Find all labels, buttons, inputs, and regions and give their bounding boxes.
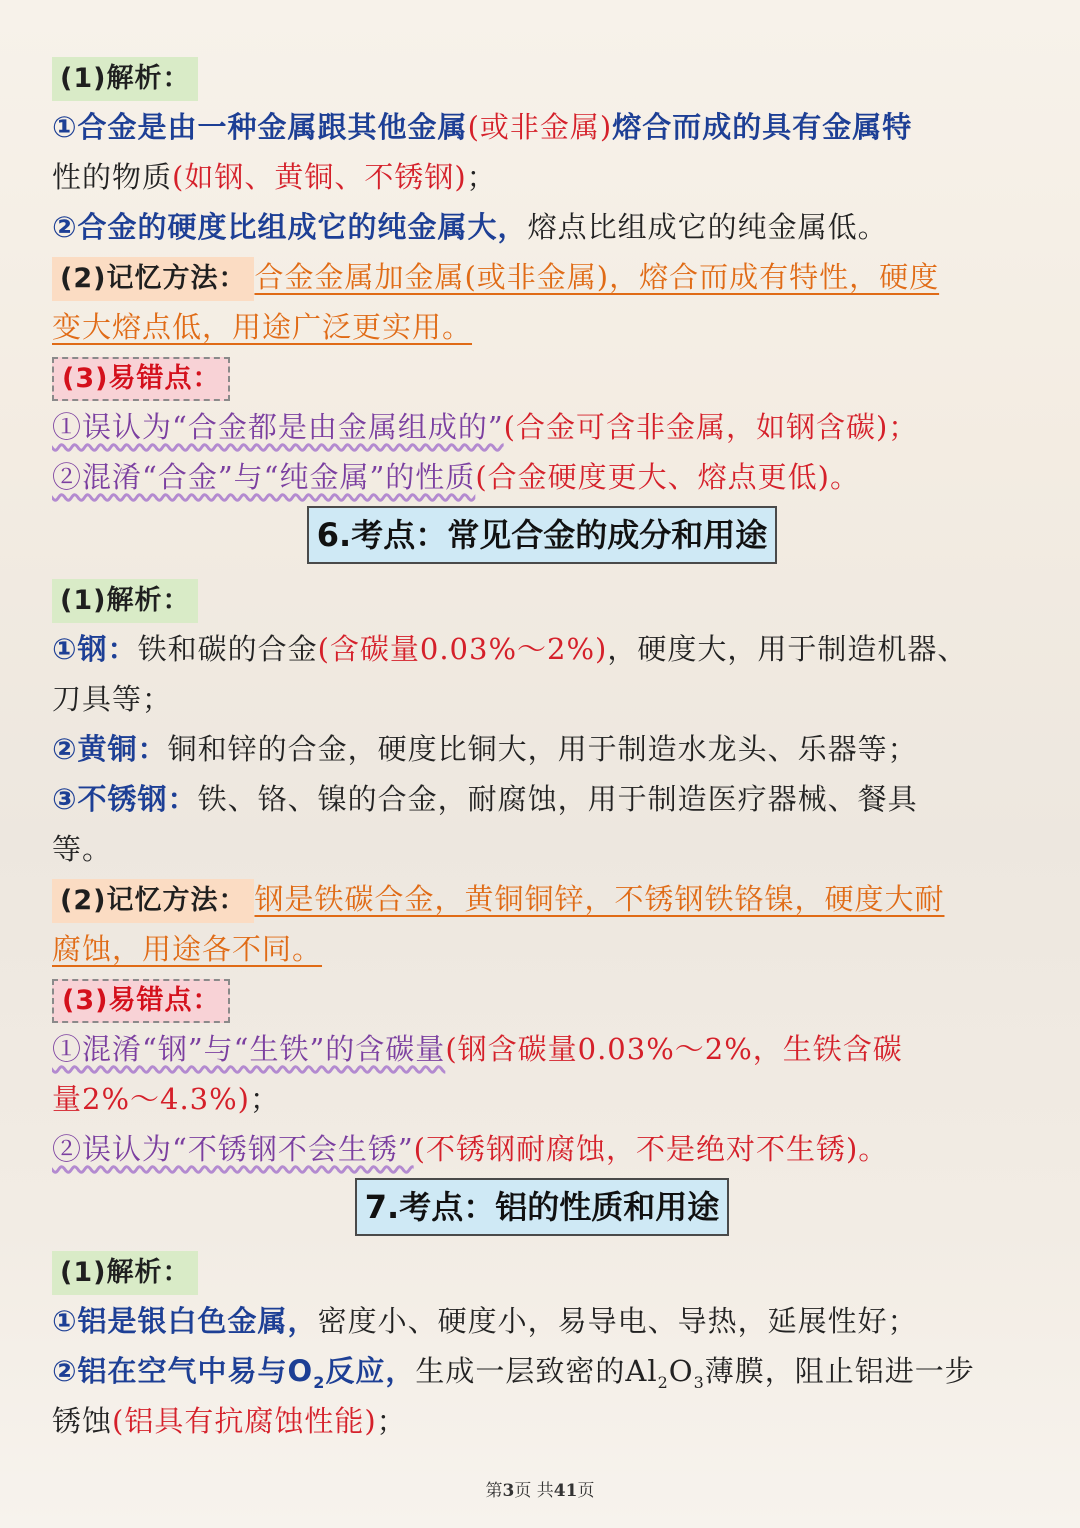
- text: ；: [376, 1404, 407, 1438]
- mistake-line: [52, 1024, 1032, 1074]
- key-point: ②黄铜：: [52, 732, 168, 766]
- subscript: 2: [313, 1372, 326, 1392]
- key-point: ②合金的硬度比组成它的纯金属大，: [52, 210, 528, 244]
- mistake-line: [52, 402, 1032, 452]
- text-line: [52, 624, 1032, 674]
- mistake-text: ①混淆“钢”与“生铁”的含碳量: [52, 1032, 446, 1066]
- note-red: (如钢、黄铜、不锈钢): [172, 160, 467, 194]
- mistake-line: [52, 1074, 1032, 1124]
- memory-line: [52, 302, 1032, 352]
- subscript: 3: [693, 1372, 705, 1392]
- text-line: [52, 1296, 1032, 1346]
- text: O: [668, 1354, 694, 1388]
- key-point: ①铝是银白色金属，: [52, 1304, 318, 1338]
- mistake-heading-row: [52, 974, 1032, 1024]
- note-red: (含碳量0.03%～2%): [317, 632, 608, 666]
- analysis-heading-row: [52, 574, 1032, 624]
- text-line: [52, 102, 1032, 152]
- analysis-heading-row: [52, 1246, 1032, 1296]
- text-line: [52, 1346, 1032, 1396]
- text-line: [52, 674, 1032, 724]
- text-line: [52, 1396, 1032, 1446]
- text: 铁、铬、镍的合金，耐腐蚀，用于制造医疗器械、餐具: [197, 782, 918, 816]
- page-total: 41: [553, 1481, 578, 1501]
- footer-pre: 第: [485, 1481, 503, 1501]
- text: ，硬度大，用于制造机器、: [607, 632, 968, 666]
- mistake-tag: (3)易错点：: [52, 979, 230, 1023]
- text: ；: [466, 160, 497, 194]
- text-line: [52, 774, 1032, 824]
- key-point: ②铝在空气中易与O: [52, 1354, 314, 1388]
- text: 密度小、硬度小，易导电、导热，延展性好；: [317, 1304, 918, 1338]
- mistake-heading-row: [52, 352, 1032, 402]
- text: 铜和锌的合金，硬度比铜大，用于制造水龙头、乐器等；: [167, 732, 918, 766]
- note-red: (合金可含非金属，如钢含碳)；: [503, 410, 919, 444]
- subscript: 2: [657, 1372, 669, 1392]
- analysis-tag: (1)解析：: [52, 579, 198, 623]
- text: 等。: [52, 832, 113, 866]
- text: 薄膜，阻止铝进一步: [704, 1354, 975, 1388]
- text-line: [52, 824, 1032, 874]
- memory-text: 腐蚀，用途各不同。: [52, 932, 323, 966]
- text-line: [52, 152, 1032, 202]
- section-title: 7.考点：铝的性质和用途: [355, 1178, 729, 1236]
- text: ；: [250, 1082, 281, 1116]
- memory-line: [52, 874, 1032, 924]
- page-number: 3: [502, 1481, 515, 1501]
- section-title-row: [52, 1178, 1032, 1240]
- note-red: (铝具有抗腐蚀性能): [112, 1404, 377, 1438]
- analysis-tag: (1)解析：: [52, 1251, 198, 1295]
- text: 铁和碳的合金: [137, 632, 318, 666]
- text: 刀具等；: [52, 682, 173, 716]
- page-footer: [0, 1476, 1080, 1501]
- analysis-heading-row: [52, 52, 1032, 102]
- note-red: 量2%～4.3%): [52, 1082, 250, 1116]
- memory-text: 合金金属加金属(或非金属)，熔合而成有特性，硬度: [254, 260, 940, 294]
- note-red: (不锈钢耐腐蚀，不是绝对不生锈)。: [413, 1132, 889, 1166]
- mistake-text: ②误认为“不锈钢不会生锈”: [52, 1132, 414, 1166]
- analysis-tag: (1)解析：: [52, 57, 198, 101]
- text: 锈蚀: [52, 1404, 113, 1438]
- mistake-tag: (3)易错点：: [52, 357, 230, 401]
- mistake-line: [52, 452, 1032, 502]
- memory-text: 变大熔点低，用途广泛更实用。: [52, 310, 473, 344]
- key-point: 熔合而成的具有金属特: [612, 110, 913, 144]
- note-red: (合金硬度更大、熔点更低)。: [475, 460, 860, 494]
- key-point: ①合金是由一种金属跟其他金属: [52, 110, 468, 144]
- text-line: [52, 724, 1032, 774]
- text-line: [52, 202, 1032, 252]
- footer-post: 页: [577, 1481, 595, 1501]
- text: 熔点比组成它的纯金属低。: [527, 210, 888, 244]
- mistake-text: ②混淆“合金”与“纯金属”的性质: [52, 460, 476, 494]
- text: 生成一层致密的Al: [415, 1354, 658, 1388]
- memory-line: [52, 252, 1032, 302]
- memory-tag: (2)记忆方法：: [52, 257, 254, 301]
- key-point: ①钢：: [52, 632, 138, 666]
- mistake-line: [52, 1124, 1032, 1174]
- memory-text: 钢是铁碳合金，黄铜铜锌，不锈钢铁铬镍，硬度大耐: [254, 882, 945, 916]
- section-title-row: [52, 506, 1032, 568]
- memory-tag: (2)记忆方法：: [52, 879, 254, 923]
- page-content: [52, 52, 1032, 1446]
- note-red: (钢含碳量0.03%～2%，生铁含碳: [445, 1032, 903, 1066]
- footer-mid: 页 共: [514, 1481, 554, 1501]
- key-point: ③不锈钢：: [52, 782, 198, 816]
- section-title: 6.考点：常见合金的成分和用途: [307, 506, 777, 564]
- text: 性的物质: [52, 160, 173, 194]
- mistake-text: ①误认为“合金都是由金属组成的”: [52, 410, 504, 444]
- note-red: (或非金属): [467, 110, 613, 144]
- memory-line: [52, 924, 1032, 974]
- key-point: 反应，: [325, 1354, 416, 1388]
